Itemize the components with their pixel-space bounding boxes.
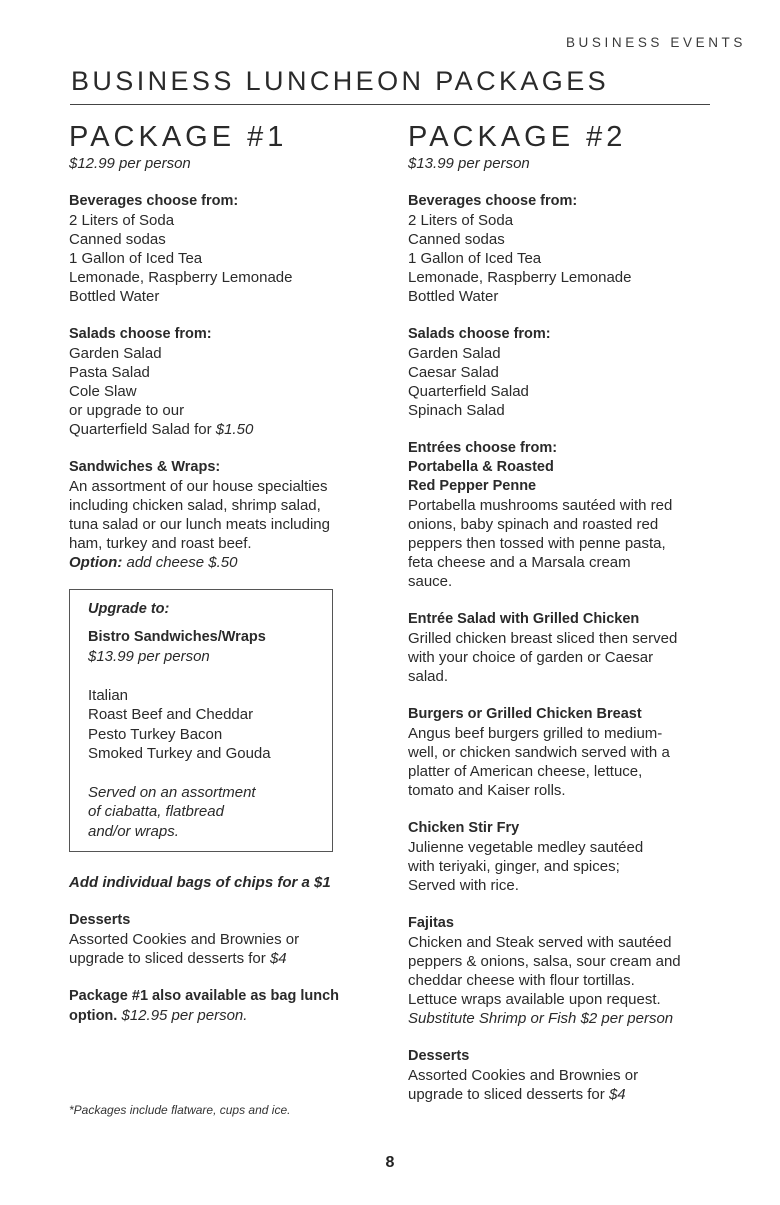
- desc-line: [69, 949, 374, 968]
- desc-line: An assortment of our house specialties: [69, 478, 328, 495]
- option-text: add cheese $.50: [122, 554, 238, 571]
- desc-line: Portabella mushrooms sautéed with red: [408, 497, 673, 514]
- entree-name: Chicken Stir Fry: [408, 820, 520, 836]
- package-1-name: PACKAGE #1: [69, 121, 288, 153]
- upgrade-note-line: Served on an assortment: [88, 783, 256, 801]
- desc-line: Angus beef burgers grilled to medium-: [408, 725, 663, 742]
- list-item: 2 Liters of Soda: [69, 212, 175, 229]
- list-item: Smoked Turkey and Gouda: [88, 745, 271, 762]
- list-item: Bottled Water: [69, 288, 160, 305]
- desc-line: including chicken salad, shrimp salad,: [69, 497, 321, 514]
- salad-upgrade-text: Quarterfield Salad for: [69, 421, 216, 438]
- bag-lunch-option: option.: [69, 1008, 118, 1024]
- desserts-text: upgrade to sliced desserts for: [408, 1086, 609, 1103]
- upgrade-title: Bistro Sandwiches/Wraps: [88, 629, 266, 645]
- bag-lunch-line: [69, 1006, 374, 1026]
- desc-line: Lettuce wraps available upon request.: [408, 991, 661, 1008]
- entree-name: Burgers or Grilled Chicken Breast: [408, 706, 642, 722]
- footnote: *Packages include flatware, cups and ice.: [69, 1103, 291, 1117]
- desserts-price: $4: [608, 1086, 626, 1103]
- package-2-desserts-heading: Desserts: [408, 1048, 470, 1064]
- package-2-desserts: [408, 1066, 718, 1104]
- package-1-price: $12.99 per person: [69, 155, 191, 172]
- list-item: 1 Gallon of Iced Tea: [408, 250, 542, 267]
- package-2-salads-heading: Salads choose from:: [408, 326, 551, 342]
- desc-line: well, or chicken sandwich served with a: [408, 744, 670, 761]
- desc-line: Assorted Cookies and Brownies or: [69, 931, 300, 948]
- package-1-sandwiches-heading: Sandwiches & Wraps:: [69, 459, 221, 475]
- entree-name: Red Pepper Penne: [408, 478, 537, 494]
- list-item: or upgrade to our: [69, 402, 185, 419]
- salad-upgrade-price: $1.50: [215, 421, 254, 438]
- desc-line: Julienne vegetable medley sautéed: [408, 839, 644, 856]
- entree-name: Portabella & Roasted: [408, 459, 554, 475]
- upgrade-heading: Upgrade to:: [88, 601, 170, 617]
- package-2-salads-list: [408, 344, 718, 420]
- upgrade-price: $13.99 per person: [88, 648, 210, 665]
- package-1-desserts-heading: Desserts: [69, 912, 131, 928]
- section-label: BUSINESS EVENTS: [565, 35, 746, 50]
- desserts-text: upgrade to sliced desserts for: [69, 950, 270, 967]
- desc-line: peppers then tossed with penne pasta,: [408, 535, 666, 552]
- package-1-desserts: [69, 930, 374, 968]
- page-number: 8: [385, 1154, 395, 1171]
- list-item: Canned sodas: [408, 231, 505, 248]
- desc-line: with your choice of garden or Caesar: [408, 649, 654, 666]
- package-1-beverages-heading: Beverages choose from:: [69, 193, 239, 209]
- list-item: Caesar Salad: [408, 364, 499, 381]
- upgrade-note-line: and/or wraps.: [88, 822, 179, 840]
- list-item: Pesto Turkey Bacon: [88, 725, 223, 743]
- chips-note: Add individual bags of chips for a $1: [69, 874, 331, 891]
- package-2-beverages-heading: Beverages choose from:: [408, 193, 578, 209]
- entree-name: Entrée Salad with Grilled Chicken: [408, 611, 640, 627]
- entree-item: [408, 458, 718, 591]
- desserts-price: $4: [269, 950, 287, 967]
- list-item: Cole Slaw: [69, 383, 137, 400]
- list-item: Roast Beef and Cheddar: [88, 706, 254, 723]
- list-item: Spinach Salad: [408, 402, 505, 419]
- desc-line: ham, turkey and roast beef.: [69, 535, 252, 552]
- upgrade-box: [69, 589, 333, 852]
- page-title: BUSINESS LUNCHEON PACKAGES: [71, 66, 610, 96]
- list-item: Pasta Salad: [69, 364, 150, 381]
- list-item: Garden Salad: [408, 345, 501, 362]
- option-line: [69, 553, 374, 572]
- bag-lunch-note: [69, 987, 374, 1026]
- bag-lunch-line: Package #1 also available as bag lunch: [69, 988, 339, 1004]
- package-1-salads-list: [69, 344, 374, 439]
- desc-line: peppers & onions, salsa, sour cream and: [408, 953, 681, 970]
- entree-item: [408, 914, 718, 1028]
- desc-line: tuna salad or our lunch meats including: [69, 516, 330, 533]
- desc-line: Assorted Cookies and Brownies or: [408, 1067, 639, 1084]
- desc-line: salad.: [408, 668, 449, 685]
- desc-line: feta cheese and a Marsala cream: [408, 554, 631, 571]
- list-item: Italian: [88, 686, 129, 704]
- option-label: Option:: [69, 554, 123, 571]
- package-2-entrees-heading: Entrées choose from:: [408, 440, 558, 456]
- package-2-name: PACKAGE #2: [408, 121, 627, 153]
- entree-note: Substitute Shrimp or Fish $2 per person: [408, 1010, 674, 1027]
- list-item: Lemonade, Raspberry Lemonade: [69, 269, 293, 286]
- desc-line: onions, baby spinach and roasted red: [408, 516, 659, 533]
- entree-item: [408, 610, 718, 686]
- package-2-price: $13.99 per person: [408, 155, 530, 172]
- package-2-beverages-list: [408, 211, 718, 306]
- desc-line: sauce.: [408, 573, 453, 590]
- package-2-column: [408, 120, 718, 1104]
- list-item: Bottled Water: [408, 288, 499, 305]
- desc-line: [408, 1085, 718, 1104]
- upgrade-note-line: of ciabatta, flatbread: [88, 803, 224, 820]
- list-item: 2 Liters of Soda: [408, 212, 514, 229]
- list-item: Garden Salad: [69, 345, 162, 362]
- desc-line: Served with rice.: [408, 877, 519, 894]
- list-item: 1 Gallon of Iced Tea: [69, 250, 203, 267]
- desc-line: tomato and Kaiser rolls.: [408, 782, 566, 799]
- package-1-column: [69, 120, 374, 1026]
- package-1-sandwiches-desc: [69, 477, 374, 572]
- list-item: Canned sodas: [69, 231, 166, 248]
- list-item: Quarterfield Salad: [408, 383, 529, 400]
- entree-item: [408, 705, 718, 800]
- salad-upgrade-line: [69, 420, 374, 439]
- package-1-beverages-list: [69, 211, 374, 306]
- desc-line: platter of American cheese, lettuce,: [408, 763, 643, 780]
- desc-line: Chicken and Steak served with sautéed: [408, 934, 672, 951]
- bag-lunch-price: $12.95 per person.: [117, 1007, 248, 1024]
- entree-name: Fajitas: [408, 915, 454, 931]
- title-divider: [70, 104, 710, 105]
- list-item: Lemonade, Raspberry Lemonade: [408, 269, 632, 286]
- desc-line: cheddar cheese with flour tortillas.: [408, 972, 635, 989]
- desc-line: Grilled chicken breast sliced then served: [408, 630, 678, 647]
- desc-line: with teriyaki, ginger, and spices;: [408, 858, 620, 875]
- package-1-salads-heading: Salads choose from:: [69, 326, 212, 342]
- entree-item: [408, 819, 718, 895]
